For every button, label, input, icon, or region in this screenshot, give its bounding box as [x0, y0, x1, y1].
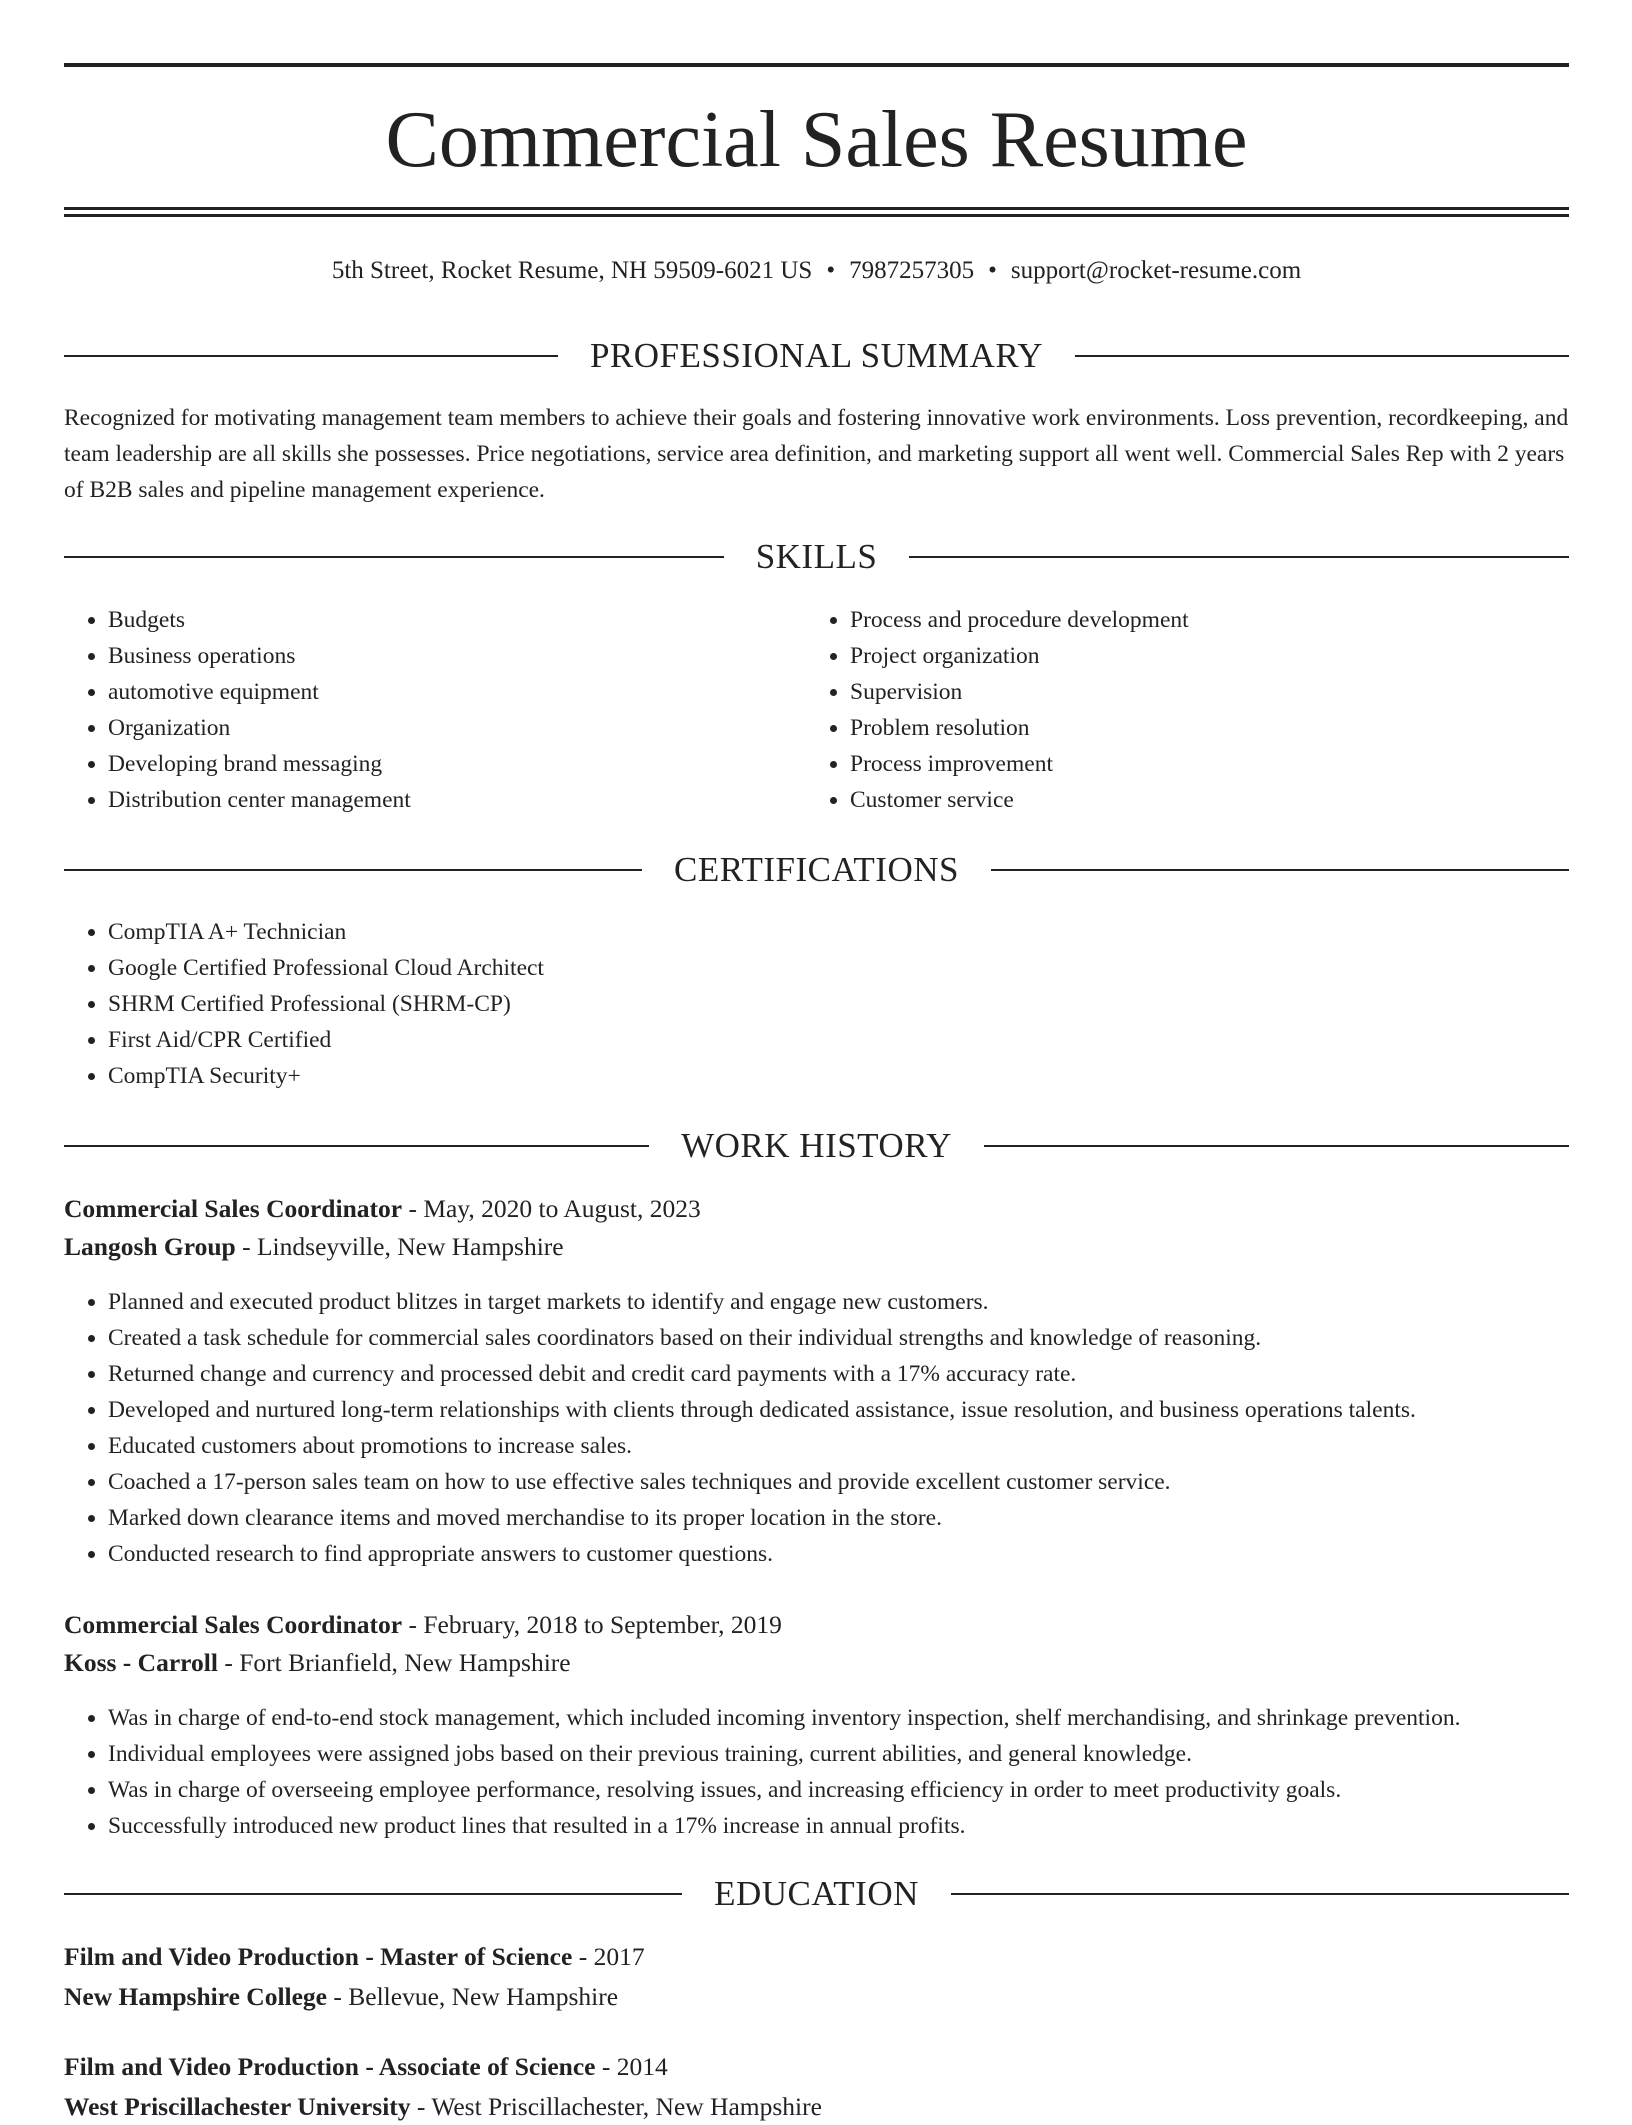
top-rule	[64, 63, 1569, 67]
heading-rule	[984, 1145, 1569, 1147]
job-bullet: • Conducted research to find appropriate answers to customer questions.	[108, 1536, 1588, 1572]
skill-item: • Developing brand messaging	[108, 746, 808, 782]
heading-rule	[64, 355, 558, 357]
education-school: West Priscillachester University	[64, 2092, 411, 2121]
job-bullet: • Educated customers about promotions to increase sales.	[108, 1428, 1588, 1464]
job-bullet: • Created a task schedule for commercial sales coordinators based on their individual strengths and knowledge of reasoning.	[108, 1320, 1588, 1356]
summary-text: Recognized for motivating management team members to achieve their goals and fostering innovative work environments. Loss prevention, recordkeeping, and team leadership are all skills she possesses. Price negotiations, service area definition, and marketing support all went well. Commercial Sales Rep with 2 years of B2B sales and pipeline management experience.	[64, 405, 1569, 503]
job-title-line: Commercial Sales Coordinator - February, 2018 to September, 2019	[64, 1610, 782, 1639]
skill-item: • Supervision	[850, 674, 1550, 710]
contact-line	[64, 254, 1569, 288]
heading-rule	[64, 869, 642, 871]
section-heading-summary	[64, 334, 1569, 378]
job-title: Commercial Sales Coordinator	[64, 1194, 403, 1223]
skill-item: • Process improvement	[850, 746, 1550, 782]
education-degree: Film and Video Production - Master of Science	[64, 1942, 573, 1971]
contact-separator: •	[826, 257, 836, 284]
title-double-rule	[64, 207, 1569, 217]
education-degree: Film and Video Production - Associate of Science	[64, 2052, 596, 2081]
job-dates: May, 2020 to August, 2023	[423, 1194, 701, 1223]
skill-item: • Budgets	[108, 602, 808, 638]
job-bullet: • Successfully introduced new product lines that resulted in a 17% increase in annual profits.	[108, 1808, 1598, 1844]
certification-item: • Google Certified Professional Cloud Architect	[108, 950, 1508, 986]
job-title-line: Commercial Sales Coordinator - May, 2020 to August, 2023	[64, 1194, 701, 1223]
education-school: New Hampshire College	[64, 1982, 327, 2011]
section-title: SKILLS	[755, 537, 878, 576]
job-dates: February, 2018 to September, 2019	[423, 1610, 782, 1639]
heading-rule	[64, 1893, 682, 1895]
skill-item: • Distribution center management	[108, 782, 808, 818]
heading-rule	[1075, 355, 1569, 357]
job-bullet: • Was in charge of overseeing employee performance, resolving issues, and increasing efficiency in order to meet productivity goals.	[108, 1772, 1598, 1808]
certification-item: • CompTIA A+ Technician	[108, 914, 1508, 950]
job-bullets	[64, 1284, 1588, 1572]
job-bullet: • Planned and executed product blitzes in target markets to identify and engage new customers.	[108, 1284, 1588, 1320]
heading-rule	[64, 556, 724, 558]
education-location: West Priscillachester, New Hampshire	[431, 2092, 822, 2121]
section-title: PROFESSIONAL SUMMARY	[589, 336, 1044, 375]
job-bullet: • Individual employees were assigned jobs based on their previous training, current abilities, and general knowledge.	[108, 1736, 1598, 1772]
education-year: 2017	[593, 1942, 645, 1971]
skill-item: • Problem resolution	[850, 710, 1550, 746]
skill-item: • Customer service	[850, 782, 1550, 818]
education-degree-line: Film and Video Production - Master of Science - 2017	[64, 1942, 645, 1971]
education-degree-line: Film and Video Production - Associate of Science - 2014	[64, 2052, 668, 2081]
job-company: Koss - Carroll	[64, 1648, 218, 1677]
job-title: Commercial Sales Coordinator	[64, 1610, 403, 1639]
heading-rule	[951, 1893, 1569, 1895]
resume-title: Commercial Sales Resume	[385, 96, 1248, 184]
job-bullet: • Coached a 17-person sales team on how to use effective sales techniques and provide excellent customer service.	[108, 1464, 1588, 1500]
skill-item: • Organization	[108, 710, 808, 746]
job-location: Fort Brianfield, New Hampshire	[239, 1648, 571, 1677]
education-location: Bellevue, New Hampshire	[348, 1982, 619, 2011]
certification-item: • First Aid/CPR Certified	[108, 1022, 1508, 1058]
job-company-line: Langosh Group - Lindseyville, New Hampshire	[64, 1232, 564, 1261]
job-bullet: • Marked down clearance items and moved merchandise to its proper location in the store.	[108, 1500, 1588, 1536]
skills-list-right	[806, 602, 1550, 818]
section-title: EDUCATION	[714, 1874, 919, 1913]
certifications-list	[64, 914, 1508, 1094]
job-bullet: • Returned change and currency and processed debit and credit card payments with a 17% accuracy rate.	[108, 1356, 1588, 1392]
certification-item: • SHRM Certified Professional (SHRM-CP)	[108, 986, 1508, 1022]
skill-item: • automotive equipment	[108, 674, 808, 710]
education-year: 2014	[616, 2052, 668, 2081]
job-company: Langosh Group	[64, 1232, 236, 1261]
education-school-line: New Hampshire College - Bellevue, New Hampshire	[64, 1982, 619, 2011]
skills-list-left	[64, 602, 808, 818]
job-location: Lindseyville, New Hampshire	[256, 1232, 564, 1261]
contact-phone: 7987257305	[849, 257, 975, 284]
heading-rule	[909, 556, 1569, 558]
education-school-line: West Priscillachester University - West Priscillachester, New Hampshire	[64, 2092, 822, 2121]
job-company-line: Koss - Carroll - Fort Brianfield, New Hampshire	[64, 1648, 571, 1677]
job-bullet: • Developed and nurtured long-term relationships with clients through dedicated assistance, issue resolution, and business operations talents.	[108, 1392, 1588, 1428]
section-title: CERTIFICATIONS	[674, 850, 959, 889]
skill-item: • Business operations	[108, 638, 808, 674]
job-bullet: • Was in charge of end-to-end stock management, which included incoming inventory inspection, shelf merchandising, and shrinkage prevention.	[108, 1700, 1598, 1736]
contact-address: 5th Street, Rocket Resume, NH 59509-6021 US	[331, 257, 813, 284]
skill-item: • Process and procedure development	[850, 602, 1550, 638]
section-title: WORK HISTORY	[681, 1126, 952, 1165]
certification-item: • CompTIA Security+	[108, 1058, 1508, 1094]
section-heading-skills	[64, 535, 1569, 579]
contact-email: support@rocket-resume.com	[1010, 257, 1302, 284]
section-heading-work-history	[64, 1124, 1569, 1168]
contact-separator: •	[988, 257, 997, 284]
heading-rule	[991, 869, 1569, 871]
section-heading-education	[64, 1872, 1569, 1916]
job-bullets	[64, 1700, 1598, 1844]
section-heading-certifications	[64, 848, 1569, 892]
skill-item: • Project organization	[850, 638, 1550, 674]
heading-rule	[64, 1145, 649, 1147]
